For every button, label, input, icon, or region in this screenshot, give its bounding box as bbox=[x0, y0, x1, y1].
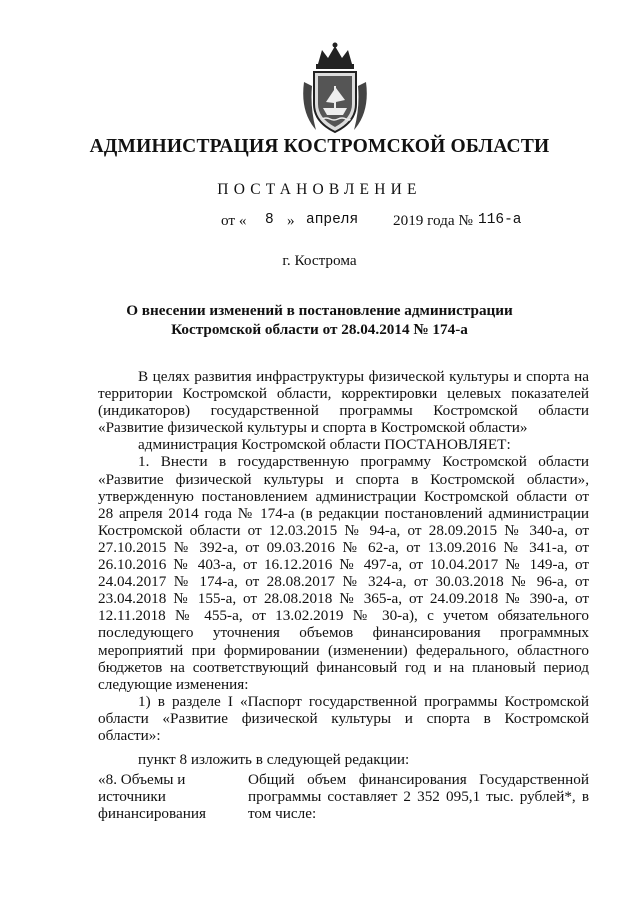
body-line: бюджетов на соответствующий финансовый год и на плановый период bbox=[98, 658, 589, 676]
organization-title: АДМИНИСТРАЦИЯ КОСТРОМСКОЙ ОБЛАСТИ bbox=[89, 136, 550, 157]
body-line: администрация Костромской области ПОСТАНОВЛЯЕТ: bbox=[138, 436, 511, 454]
table-label-cell bbox=[98, 771, 238, 822]
body-line: «Развитие физической культуры и спорта в Костромской области», bbox=[98, 470, 589, 488]
body-line: 23.04.2018 № 155-а, от 28.08.2018 № 365-а, от 24.09.2018 № 390-а, от bbox=[98, 590, 589, 608]
document-body bbox=[98, 368, 589, 768]
body-line: следующие изменения: bbox=[98, 675, 249, 693]
table-value-line: Общий объем финансирования Государственной bbox=[248, 771, 589, 788]
body-line: 28 апреля 2014 года № 174-а (в редакции постановлений администрации bbox=[98, 504, 589, 522]
date-day: 8 bbox=[265, 212, 274, 228]
city: г. Кострома bbox=[282, 252, 357, 269]
body-line: утвержденную постановлением администрации Костромской области от bbox=[98, 487, 589, 505]
document-subject bbox=[0, 302, 639, 339]
body-line: 1) в разделе I «Паспорт государственной программы Костромской bbox=[138, 692, 589, 710]
body-line: 24.04.2017 № 174-а, от 28.08.2017 № 324-а, от 30.03.2018 № 96-а, от bbox=[98, 573, 589, 591]
body-line: мероприятий при формировании (изменении) федерального, областного bbox=[98, 641, 589, 659]
table-label-line: финансирования bbox=[98, 805, 206, 823]
body-line: территории Костромской области, корректировки целевых показателей bbox=[98, 385, 589, 403]
body-line: В целях развития инфраструктуры физической культуры и спорта на bbox=[138, 368, 589, 385]
document-number: 116-а bbox=[478, 212, 522, 228]
subject-line-2: Костромской области от 28.04.2014 № 174-а bbox=[171, 320, 468, 338]
body-line: 26.10.2016 № 403-а, от 16.12.2016 № 497-а, от 10.04.2017 № 149-а, от bbox=[98, 556, 589, 574]
date-year: 2019 года № bbox=[393, 212, 473, 229]
body-line: 27.10.2015 № 392-а, от 09.03.2016 № 62-а, от 13.09.2016 № 341-а, от bbox=[98, 538, 589, 556]
body-line: последующего уточнения объемов финансирования программных bbox=[98, 624, 589, 642]
table-value-cell bbox=[248, 771, 589, 822]
table-value-line: том числе: bbox=[248, 805, 317, 823]
table-label-line: «8. Объемы и bbox=[98, 771, 186, 788]
date-prefix: от « bbox=[221, 212, 247, 229]
body-line: 12.11.2018 № 455-а, от 13.02.2019 № 30-а), с учетом обязательного bbox=[98, 607, 589, 625]
body-line: 1. Внести в государственную программу Костромской области bbox=[138, 453, 589, 471]
table-value-line: программы составляет 2 352 095,1 тыс. рублей*, в bbox=[248, 788, 589, 806]
body-line: области»: bbox=[98, 726, 161, 744]
table-label-line: источники bbox=[98, 788, 166, 806]
coat-of-arms-emblem bbox=[296, 42, 374, 138]
body-line: Костромской области от 12.03.2015 № 94-а, от 28.09.2015 № 340-а, от bbox=[98, 521, 589, 539]
subject-line-1: О внесении изменений в постановление администрации bbox=[126, 302, 513, 319]
date-mid: » bbox=[287, 212, 295, 229]
body-line: пункт 8 изложить в следующей редакции: bbox=[138, 751, 410, 769]
date-line bbox=[0, 212, 639, 232]
body-line: (индикаторов) государственной программы Костромской области bbox=[98, 402, 589, 420]
body-line: «Развитие физической культуры и спорта в Костромской области» bbox=[98, 419, 528, 437]
date-month: апреля bbox=[306, 212, 359, 228]
paragraph-gap bbox=[98, 744, 589, 751]
body-line: области «Развитие физической культуры и спорта в Костромской bbox=[98, 709, 589, 727]
document-type: ПОСТАНОВЛЕНИЕ bbox=[217, 181, 422, 198]
